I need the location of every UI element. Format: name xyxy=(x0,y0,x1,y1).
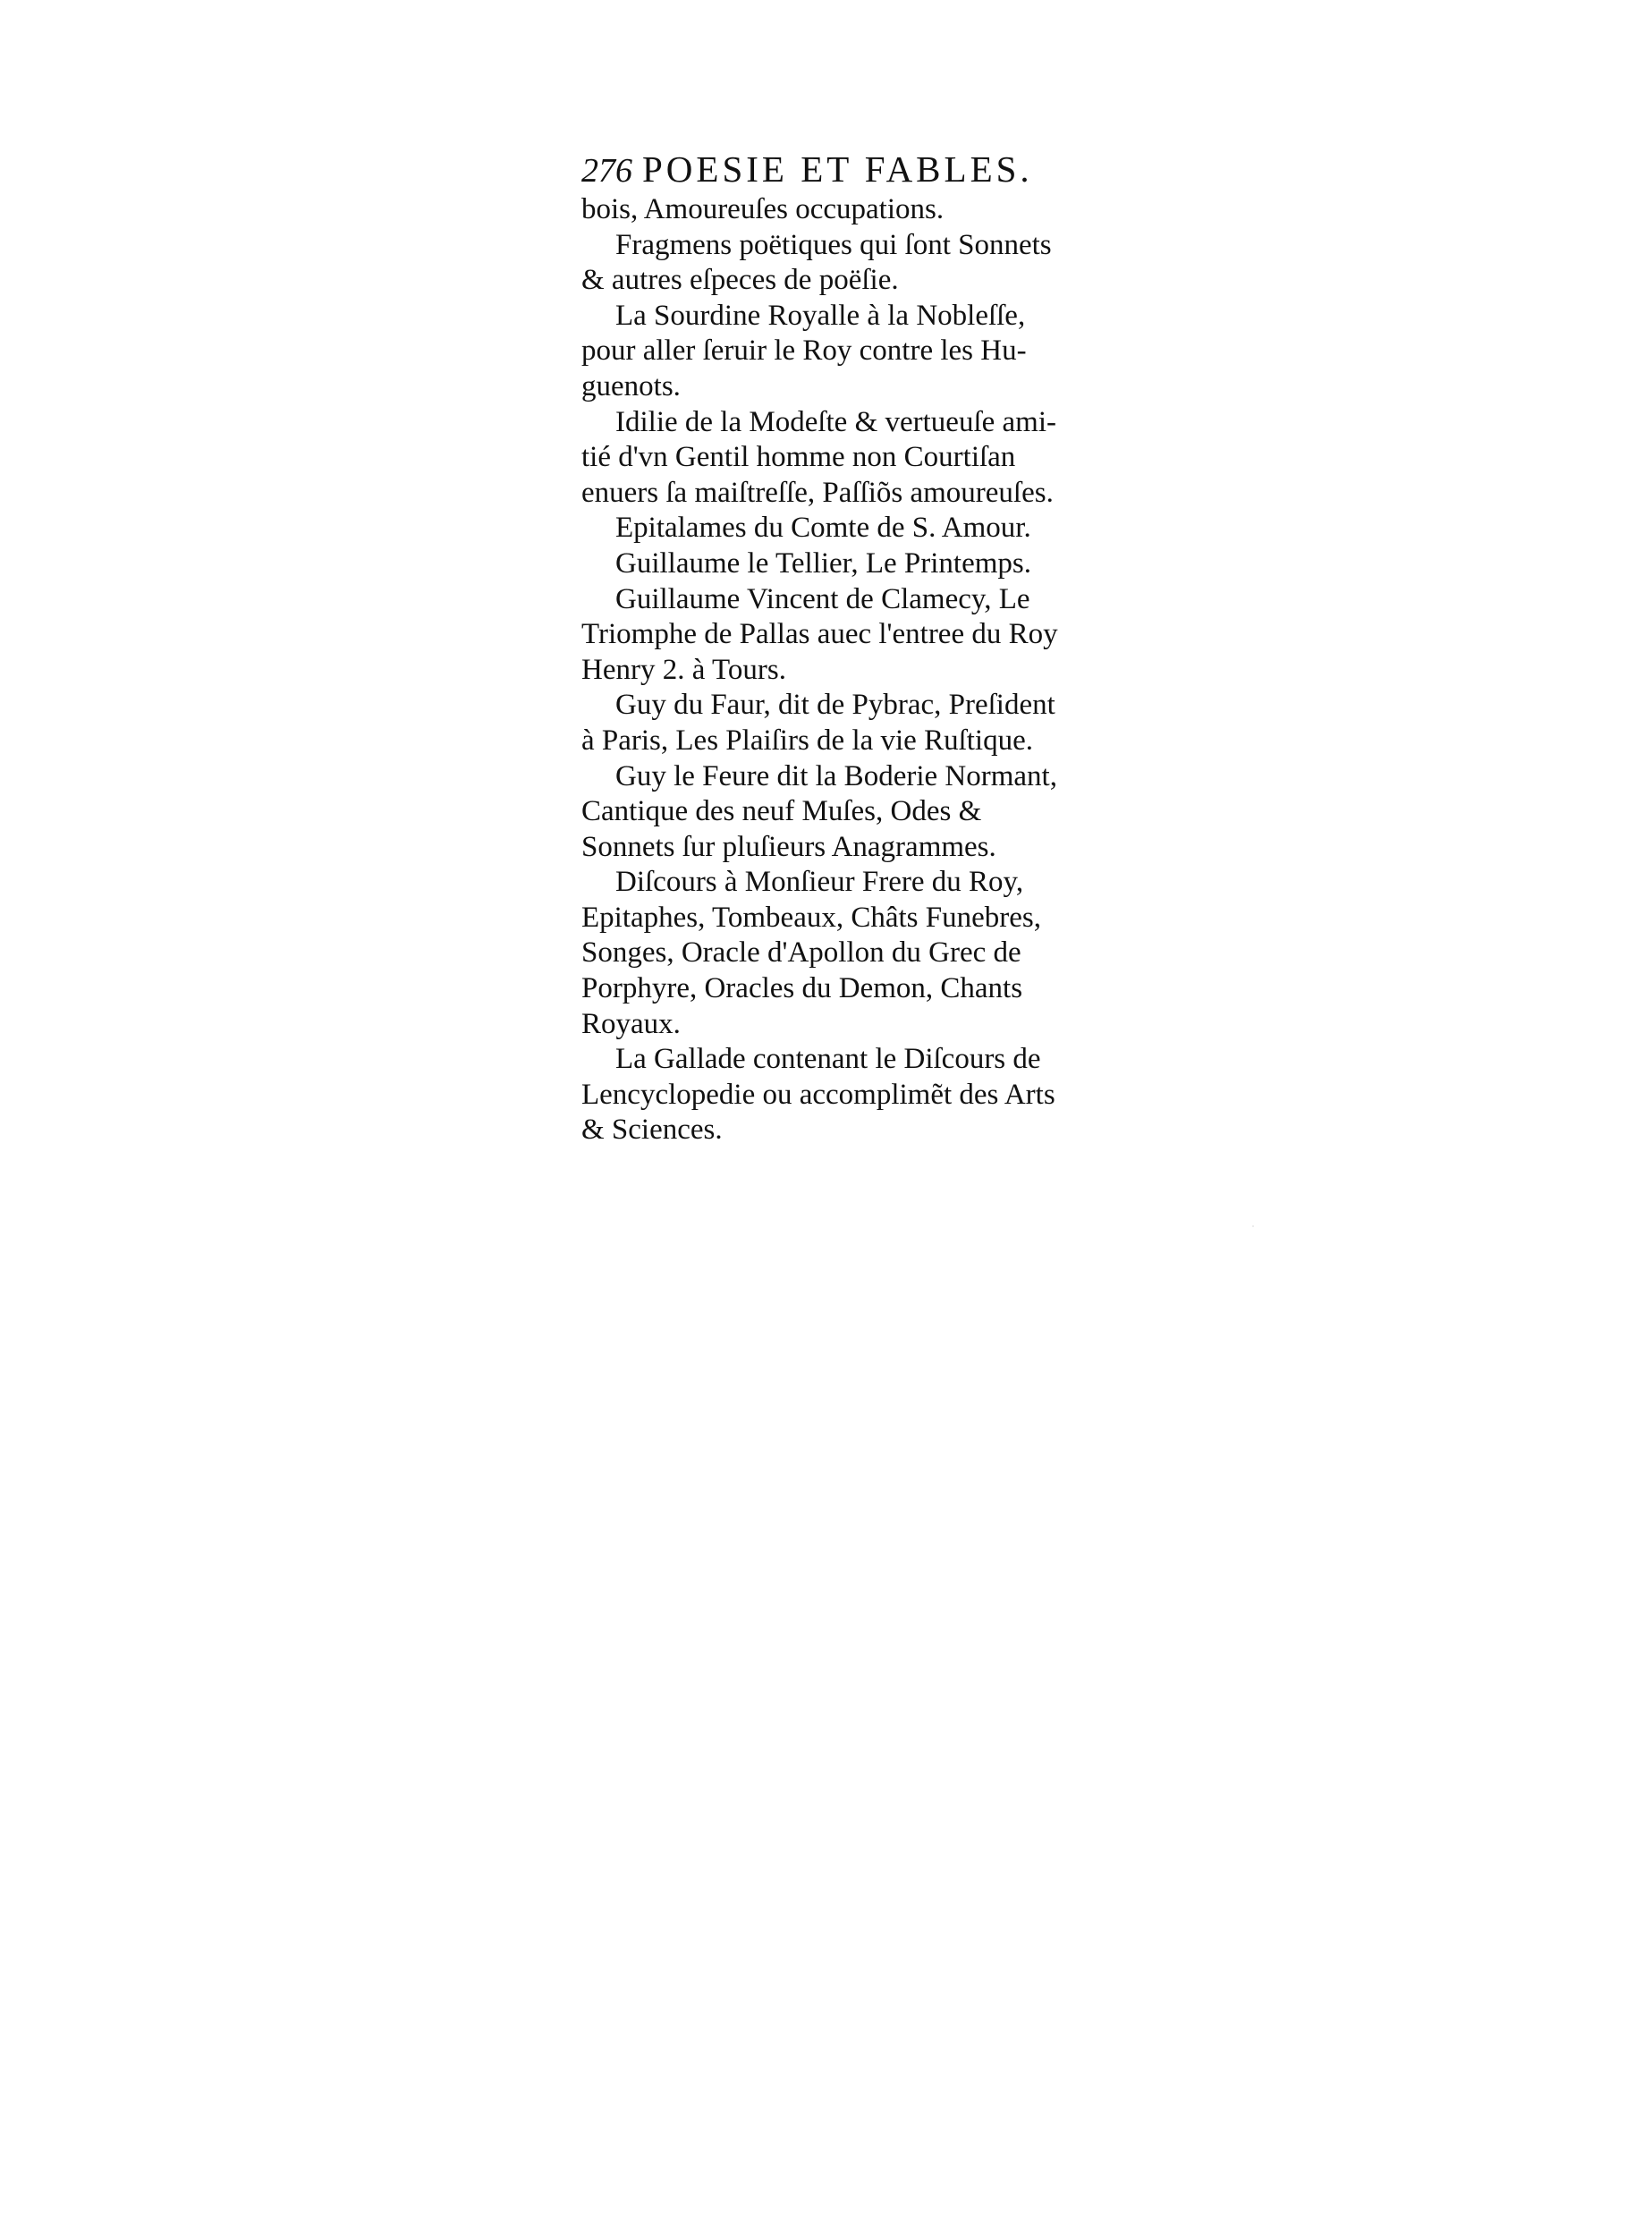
text-line: La Sourdine Royalle à la Nobleſſe, xyxy=(615,299,1026,332)
text-line: pour aller ſeruir le Roy contre les Hu- xyxy=(581,335,1027,368)
text-line: La Gallade contenant le Diſcours de xyxy=(615,1043,1041,1076)
text-line: à Paris, Les Plaiſirs de la vie Ruſtique. xyxy=(581,724,1033,757)
text-line: Sonnets ſur pluſieurs Anagrammes. xyxy=(581,830,996,863)
scan-speck xyxy=(1252,1225,1254,1227)
text-line: guenots. xyxy=(581,369,681,402)
text-line: Fragmens poëtiques qui ſont Sonnets xyxy=(615,228,1052,261)
text-line: & autres eſpeces de poëſie. xyxy=(581,264,899,297)
text-line: Songes, Oracle d'Apollon du Grec de xyxy=(581,936,1021,970)
text-line: Diſcours à Monſieur Frere du Roy, xyxy=(615,866,1024,899)
text-line: Guillaume le Tellier, Le Printemps. xyxy=(615,546,1031,580)
text-line: Triomphe de Pallas auec l'entree du Roy xyxy=(581,618,1058,651)
text-line: Guillaume Vincent de Clamecy, Le xyxy=(615,582,1030,615)
text-line: Henry 2. à Tours. xyxy=(581,653,786,686)
text-line: Epitalames du Comte de S. Amour. xyxy=(615,512,1031,545)
text-line: Cantique des neuf Muſes, Odes & xyxy=(581,795,982,828)
text-line: Idilie de la Modeſte & vertueuſe ami- xyxy=(615,405,1056,438)
text-line: Porphyre, Oracles du Demon, Chants xyxy=(581,972,1023,1005)
text-line: tié d'vn Gentil homme non Courtiſan xyxy=(581,441,1016,474)
text-line: Guy du Faur, dit de Pybrac, Preſident xyxy=(615,689,1055,722)
text-line: & Sciences. xyxy=(581,1114,723,1147)
text-block xyxy=(581,146,1134,1148)
running-head xyxy=(581,146,1134,192)
page-number: 276 xyxy=(581,152,632,190)
text-line: enuers ſa maiſtreſſe, Paſſiõs amoureuſes. xyxy=(581,476,1054,509)
text-line: Epitaphes, Tombeaux, Châts Funebres, xyxy=(581,901,1041,934)
text-line: Guy le Feure dit la Boderie Normant, xyxy=(615,759,1057,792)
text-line: bois, Amoureuſes occupations. xyxy=(581,193,945,225)
running-title: POESIE ET FABLES. xyxy=(642,148,1033,190)
text-line: Lencyclopedie ou accomplimẽt des Arts xyxy=(581,1078,1055,1111)
text-line: Royaux. xyxy=(581,1007,681,1040)
